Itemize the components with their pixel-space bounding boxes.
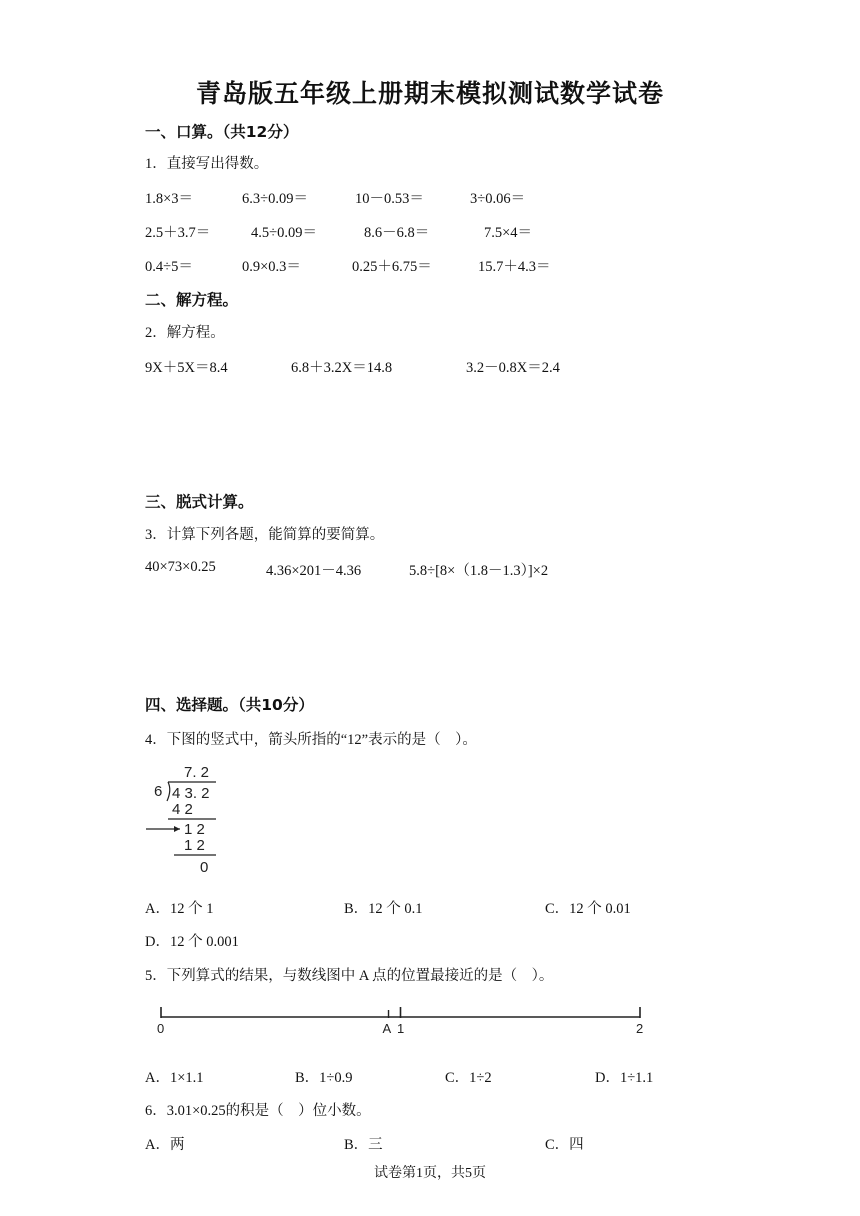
long-division-figure: [140, 760, 230, 878]
calculation-item: 4.36×201－4.36: [266, 563, 362, 579]
mental-math-item: 7.5×4＝: [484, 225, 533, 241]
label-2: 2: [636, 1021, 644, 1036]
mental-math-row-3: [0, 255, 860, 277]
section-title-1: 一、口算。（共12分）: [145, 123, 299, 141]
mental-math-item: 10－0.53＝: [355, 191, 424, 207]
option-b[interactable]: B．12 个 0.1: [344, 901, 423, 917]
division-dividend: 4 3. 2: [172, 785, 210, 802]
question-5-prompt: 5．下列算式的结果，与数线图中 A 点的位置最接近的是（ ）。: [145, 968, 554, 984]
q4-options-row-1: [0, 897, 860, 919]
option-d[interactable]: D．12 个 0.001: [145, 934, 239, 950]
mental-math-item: 2.5＋3.7＝: [145, 225, 211, 241]
arrow-head-icon: [174, 826, 180, 832]
option-a[interactable]: A．1×1.1: [145, 1070, 204, 1086]
option-a[interactable]: A．12 个 1: [145, 901, 214, 917]
mental-math-item: 6.3÷0.09＝: [242, 191, 308, 207]
label-0: 0: [157, 1021, 165, 1036]
mental-math-item: 4.5÷0.09＝: [251, 225, 317, 241]
number-line-figure: [150, 1000, 655, 1040]
section-title-3: 三、脱式计算。: [145, 493, 254, 511]
question-6-prompt: 6．3.01×0.25的积是（ ）位小数。: [145, 1103, 371, 1119]
section-title-4: 四、选择题。（共10分）: [145, 696, 314, 714]
calculation-item: 40×73×0.25: [145, 559, 216, 575]
equation-item: 9X＋5X＝8.4: [145, 360, 228, 376]
division-bracket-curve: [167, 782, 170, 801]
division-quotient: 7. 2: [184, 764, 210, 781]
option-c[interactable]: C．1÷2: [445, 1070, 492, 1086]
option-a[interactable]: A．两: [145, 1137, 185, 1153]
equation-item: 3.2－0.8X＝2.4: [466, 360, 560, 376]
mental-math-item: 1.8×3＝: [145, 191, 194, 207]
calculation-item: 5.8÷[8×（1.8－1.3）]×2: [409, 563, 549, 579]
label-1: 1: [397, 1021, 405, 1036]
calculation-row: [0, 559, 860, 581]
question-2-prompt: 2．解方程。: [145, 325, 225, 341]
page-footer: 试卷第1页，共5页: [374, 1166, 486, 1181]
mental-math-row-1: [0, 187, 860, 209]
division-step-2: 1 2: [184, 837, 205, 854]
mental-math-item: 3÷0.06＝: [470, 191, 526, 207]
q4-options-row-2: [0, 930, 860, 952]
division-divisor: 6: [154, 783, 163, 800]
option-d[interactable]: D．1÷1.1: [595, 1070, 654, 1086]
division-step-1: 4 2: [172, 801, 193, 818]
mental-math-item: 15.7＋4.3＝: [478, 259, 551, 275]
equation-item: 6.8＋3.2X＝14.8: [291, 360, 393, 376]
label-point-a: A: [382, 1021, 392, 1036]
option-c[interactable]: C．四: [545, 1137, 584, 1153]
section-title-2: 二、解方程。: [145, 291, 239, 309]
mental-math-item: 0.9×0.3＝: [242, 259, 301, 275]
mental-math-item: 0.4÷5＝: [145, 259, 193, 275]
option-b[interactable]: B．1÷0.9: [295, 1070, 353, 1086]
division-result: 0: [200, 859, 209, 876]
option-c[interactable]: C．12 个 0.01: [545, 901, 631, 917]
question-1-prompt: 1．直接写出得数。: [145, 156, 269, 172]
question-3-prompt: 3．计算下列各题，能简算的要简算。: [145, 527, 385, 543]
q6-options-row: [0, 1133, 860, 1155]
question-4-prompt: 4．下图的竖式中，箭头所指的“12”表示的是（ ）。: [145, 732, 477, 748]
page-title: 青岛版五年级上册期末模拟测试数学试卷: [195, 79, 664, 108]
q5-options-row: [0, 1066, 860, 1088]
mental-math-item: 8.6－6.8＝: [364, 225, 430, 241]
division-remainder-1: 1 2: [184, 821, 205, 838]
option-b[interactable]: B．三: [344, 1137, 383, 1153]
mental-math-item: 0.25＋6.75＝: [352, 259, 432, 275]
mental-math-row-2: [0, 221, 860, 243]
equations-row: [0, 356, 860, 378]
